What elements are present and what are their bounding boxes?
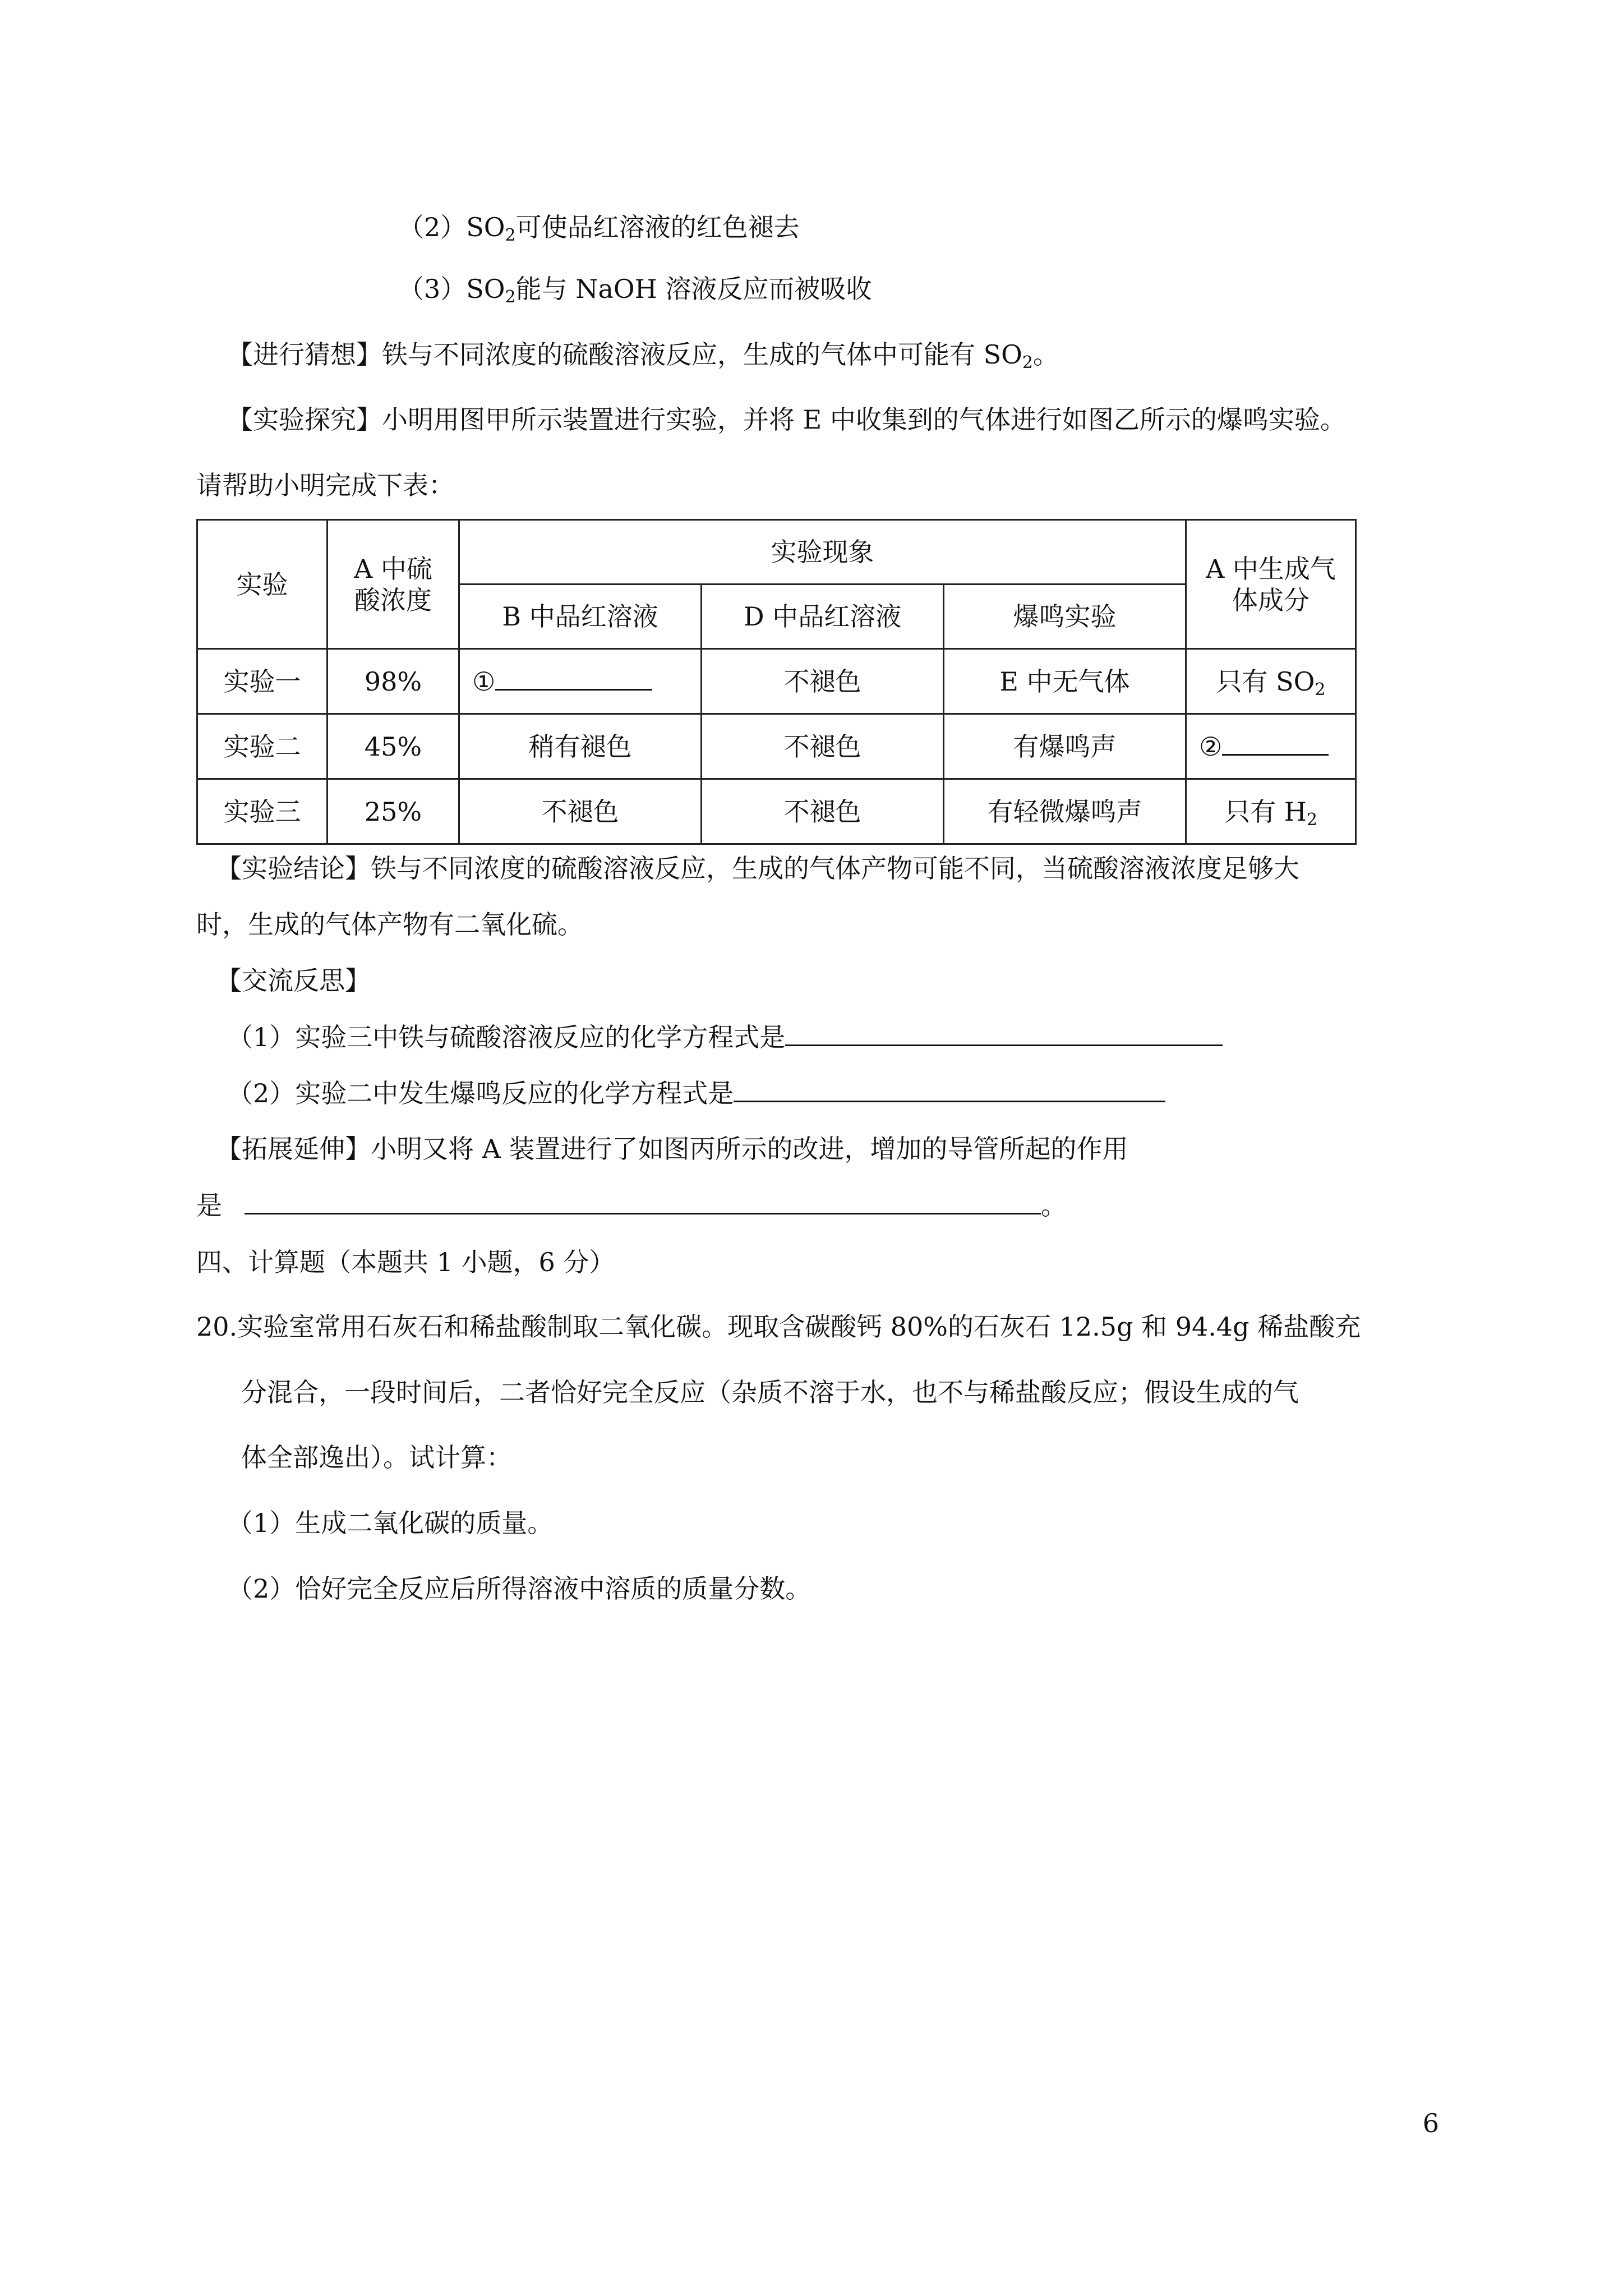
row-gas-answer: ② bbox=[1186, 714, 1356, 779]
table-header-row bbox=[197, 520, 1356, 585]
guess-label: 【进行猜想】 bbox=[227, 339, 382, 370]
explore-paragraph-2: 请帮助小明完成下表： bbox=[196, 470, 454, 500]
header-concentration: A 中硫 酸浓度 bbox=[328, 520, 459, 649]
header-gas: A 中生成气 体成分 bbox=[1186, 520, 1356, 649]
conclusion-paragraph-2: 时，生成的气体产物有二氧化硫。 bbox=[196, 909, 583, 940]
experiment-table bbox=[196, 519, 1357, 845]
extension-label: 【拓展延伸】 bbox=[216, 1134, 371, 1164]
guess-text: 铁与不同浓度的硫酸溶液反应，生成的气体中可能有 SO bbox=[382, 339, 1022, 370]
page-number: 6 bbox=[1422, 2108, 1439, 2138]
hint-2-number: （2） bbox=[398, 212, 467, 242]
explore-paragraph bbox=[227, 403, 1346, 436]
reflection-q1: （1）实验三中铁与硫酸溶液反应的化学方程式是 bbox=[227, 1020, 1223, 1054]
header-d-column: D 中品红溶液 bbox=[702, 585, 944, 649]
hint-3-text: 能与 NaOH 溶液反应而被吸收 bbox=[515, 274, 872, 304]
hint-3 bbox=[398, 272, 872, 306]
row-concentration: 45% bbox=[328, 714, 459, 779]
row-d-result: 不褪色 bbox=[702, 714, 944, 779]
row-name: 实验一 bbox=[197, 649, 328, 714]
q20-line-3: 体全部逸出）。试计算： bbox=[241, 1442, 512, 1473]
header-b-column: B 中品红溶液 bbox=[459, 585, 702, 649]
row-name: 实验二 bbox=[197, 714, 328, 779]
explore-text: 小明用图甲所示装置进行实验，并将 E 中收集到的气体进行如图乙所示的爆鸣实验。 bbox=[382, 404, 1346, 435]
row-d-result: 不褪色 bbox=[702, 649, 944, 714]
row-gas: 只有 $H_2$ bbox=[1186, 779, 1356, 844]
q20-line-1: 20.实验室常用石灰石和稀盐酸制取二氧化碳。现取含碳酸钙 80%的石灰石 12.5g 和 94.4g 稀盐酸充 bbox=[196, 1312, 1361, 1342]
row-pop-result: 有爆鸣声 bbox=[944, 714, 1186, 779]
answer-blank-1[interactable] bbox=[495, 666, 652, 691]
reflection-q2: （2）实验二中发生爆鸣反应的化学方程式是 bbox=[227, 1076, 1165, 1110]
row-name: 实验三 bbox=[197, 779, 328, 844]
conclusion-label: 【实验结论】 bbox=[216, 853, 371, 884]
row-b-result: 稍有褪色 bbox=[459, 714, 702, 779]
q20-sub-2: （2）恰好完全反应后所得溶液中溶质的质量分数。 bbox=[227, 1573, 811, 1604]
row-b-result: 不褪色 bbox=[459, 779, 702, 844]
so2-formula: $SO_2$ bbox=[466, 274, 516, 307]
answer-blank-5[interactable] bbox=[245, 1188, 1041, 1214]
hint-2-text: 可使品红溶液的红色褪去 bbox=[515, 212, 800, 242]
so2-formula: $SO_2$ bbox=[466, 212, 516, 245]
row-concentration: 25% bbox=[328, 779, 459, 844]
guess-paragraph: 【进行猜想】铁与不同浓度的硫酸溶液反应，生成的气体中可能有 $SO_2$。 bbox=[227, 339, 1059, 372]
table-row bbox=[197, 649, 1356, 714]
header-experiment: 实验 bbox=[197, 520, 328, 649]
q20-line-2: 分混合，一段时间后，二者恰好完全反应（杂质不溶于水，也不与稀盐酸反应；假设生成的气 bbox=[241, 1377, 1299, 1407]
hint-2 bbox=[398, 210, 800, 244]
explore-label: 【实验探究】 bbox=[227, 404, 382, 435]
header-pop-column: 爆鸣实验 bbox=[944, 585, 1186, 649]
row-d-result: 不褪色 bbox=[702, 779, 944, 844]
extension-paragraph-2: 是 。 bbox=[196, 1188, 1067, 1222]
answer-blank-3[interactable] bbox=[785, 1020, 1223, 1046]
row-gas: 只有 $SO_2$ bbox=[1186, 649, 1356, 714]
extension-paragraph bbox=[216, 1132, 1128, 1166]
q20-sub-1: （1）生成二氧化碳的质量。 bbox=[227, 1508, 554, 1538]
row-pop-result: E 中无气体 bbox=[944, 649, 1186, 714]
row-pop-result: 有轻微爆鸣声 bbox=[944, 779, 1186, 844]
row-b-answer: ① bbox=[459, 649, 702, 714]
table-row bbox=[197, 714, 1356, 779]
header-phenomenon: 实验现象 bbox=[459, 520, 1186, 585]
section-4-title: 四、计算题（本题共 1 小题，6 分） bbox=[196, 1247, 615, 1277]
answer-blank-4[interactable] bbox=[734, 1076, 1165, 1102]
table-row bbox=[197, 779, 1356, 844]
reflection-label: 【交流反思】 bbox=[216, 965, 371, 996]
answer-blank-2[interactable] bbox=[1222, 731, 1329, 756]
extension-text: 小明又将 A 装置进行了如图丙所示的改进，增加的导管所起的作用 bbox=[371, 1134, 1128, 1164]
conclusion-text: 铁与不同浓度的硫酸溶液反应，生成的气体产物可能不同，当硫酸溶液浓度足够大 bbox=[371, 853, 1299, 884]
row-concentration: 98% bbox=[328, 649, 459, 714]
conclusion-paragraph bbox=[216, 852, 1299, 885]
hint-3-number: （3） bbox=[398, 274, 467, 304]
